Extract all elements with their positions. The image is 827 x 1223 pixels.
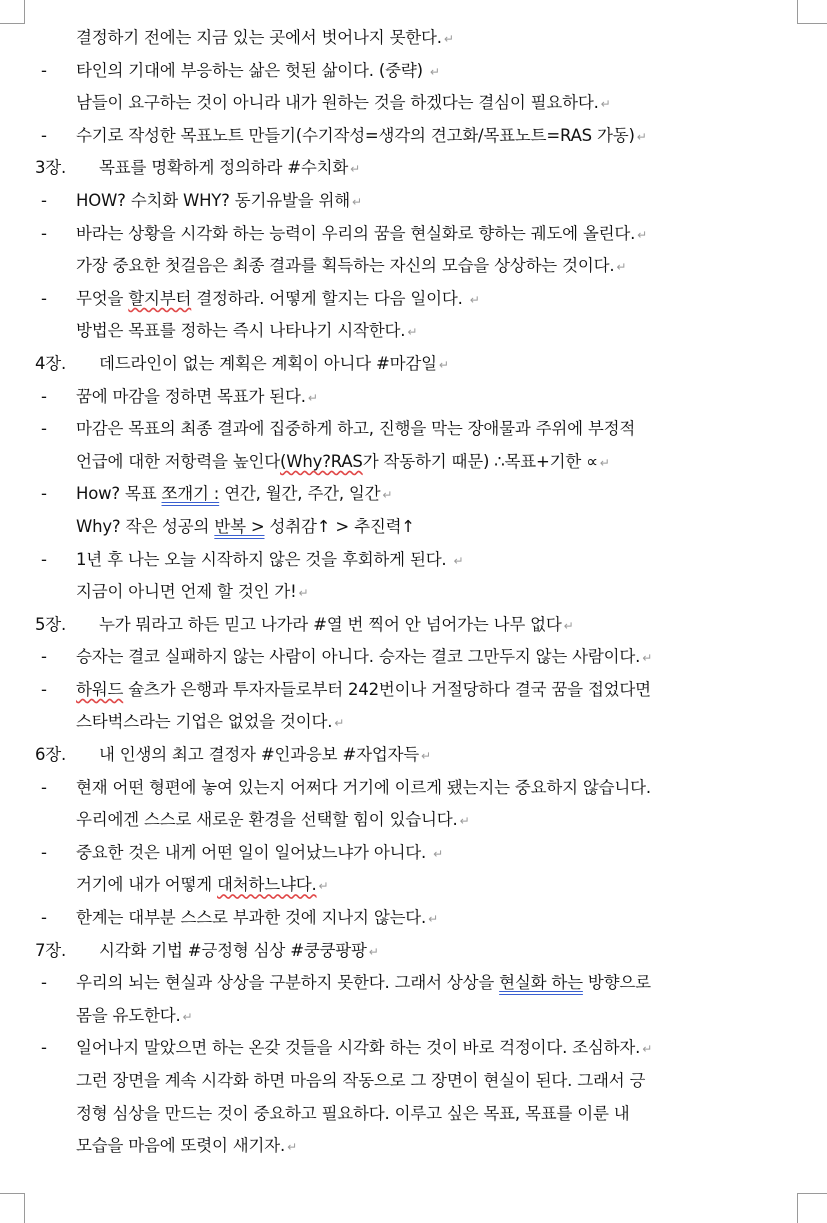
line-text <box>76 446 610 480</box>
text-run: 내 인생의 최고 결정자 #인과응보 #자업자득 <box>99 745 420 765</box>
crop-mark-bottom-right-h <box>797 1193 827 1194</box>
line-text <box>76 1098 630 1131</box>
paragraph-mark-icon: ↵ <box>421 749 431 764</box>
bullet-line <box>0 120 827 153</box>
line-text <box>76 250 626 284</box>
text-run: 남들이 요구하는 것이 아니라 내가 원하는 것을 하겠다는 결심이 필요하다. <box>76 93 599 113</box>
crop-mark-bottom-right-v <box>797 1193 798 1223</box>
continuation-line <box>0 22 827 55</box>
line-text <box>76 837 443 871</box>
paragraph-mark-icon: ↵ <box>318 879 329 894</box>
line-text <box>76 1000 192 1034</box>
text-run: 정형 심상을 만드는 것이 중요하고 필요하다. 이루고 싶은 목표, 목표를 이룬 내 <box>76 1103 630 1123</box>
continuation-line <box>0 869 827 902</box>
chapter-title <box>99 609 573 643</box>
continuation-line <box>0 250 827 283</box>
continuation-line <box>0 576 827 609</box>
paragraph-mark-icon: ↵ <box>469 292 480 307</box>
continuation-line <box>0 315 827 348</box>
bullet-line <box>0 772 827 805</box>
bullet-line <box>0 218 827 251</box>
text-run: 스타벅스라는 기업은 없었을 것이다. <box>76 712 333 732</box>
chapter-title <box>99 935 379 969</box>
text-run: 가장 중요한 첫걸음은 최종 결과를 획득하는 자신의 모습을 상상하는 것이다. <box>76 256 615 276</box>
paragraph-mark-icon: ↵ <box>642 651 653 666</box>
line-text <box>76 120 647 154</box>
line-text <box>76 674 651 707</box>
grammar-underlined-text: 쪼개기 : <box>161 484 220 504</box>
text-run: 목표를 명확하게 정의하라 #수치화 <box>99 158 349 178</box>
chapter-number: 6장. <box>35 745 67 765</box>
chapter-heading <box>0 935 827 968</box>
bullet-dash: - <box>41 419 47 439</box>
chapter-heading <box>0 348 827 381</box>
spellcheck-underlined-text: 하워드 <box>76 679 124 699</box>
text-run: 한계는 대부분 스스로 부과한 것에 지나지 않는다. <box>76 908 427 928</box>
bullet-dash: - <box>41 679 47 699</box>
paragraph-mark-icon: ↵ <box>637 227 648 242</box>
line-text <box>76 1130 297 1164</box>
paragraph-mark-icon: ↵ <box>407 325 418 340</box>
paragraph-mark-icon: ↵ <box>438 357 449 372</box>
chapter-title <box>99 152 360 186</box>
continuation-line <box>0 87 827 120</box>
bullet-line <box>0 674 827 707</box>
line-text <box>76 576 308 610</box>
continuation-line <box>0 1098 827 1131</box>
spellcheck-underlined-text: (Why?RAS <box>280 451 363 471</box>
line-text <box>76 902 438 936</box>
continuation-line <box>0 1130 827 1163</box>
text-run: 슐츠가 은행과 투자자들로부터 242번이나 거절당하다 결국 꿈을 접었다면 <box>123 679 651 699</box>
bullet-line <box>0 478 827 511</box>
line-text <box>76 641 652 675</box>
paragraph-mark-icon: ↵ <box>459 814 470 829</box>
bullet-dash: - <box>41 60 47 80</box>
text-run: 승자는 결코 실패하지 않는 사람이 아니다. 승자는 결코 그만두지 않는 사람이다. <box>76 647 641 667</box>
line-text <box>76 413 635 446</box>
text-run: HOW? 수치화 WHY? 동기유발을 위해 <box>76 190 350 210</box>
line-text <box>76 511 415 544</box>
continuation-line <box>0 511 827 544</box>
bullet-dash: - <box>41 777 47 797</box>
paragraph-mark-icon: ↵ <box>368 944 379 959</box>
text-run: 누가 뭐라고 하든 믿고 나가라 #열 번 찍어 안 넘어가는 나무 없다 <box>99 614 562 634</box>
bullet-line <box>0 544 827 577</box>
paragraph-mark-icon: ↵ <box>352 194 362 209</box>
bullet-dash: - <box>41 190 47 210</box>
paragraph-mark-icon: ↵ <box>298 586 309 601</box>
grammar-underlined-text: 현실화 하는 <box>499 973 583 993</box>
text-run: 성취감↑ > 추진력↑ <box>264 516 415 536</box>
paragraph-mark-icon: ↵ <box>334 716 345 731</box>
line-text <box>76 804 469 838</box>
bullet-line <box>0 413 827 446</box>
bullet-dash: - <box>41 125 47 145</box>
text-run: 연간, 월간, 주간, 일간 <box>219 484 381 504</box>
spellcheck-underlined-text: 대처하느냐다. <box>217 875 317 895</box>
line-text <box>76 185 362 219</box>
chapter-number: 4장. <box>35 353 67 373</box>
chapter-title <box>99 739 431 773</box>
bullet-dash: - <box>41 647 47 667</box>
bullet-line <box>0 967 827 1000</box>
text-run: 방향으로 <box>582 973 651 993</box>
paragraph-mark-icon: ↵ <box>599 455 610 470</box>
paragraph-mark-icon: ↵ <box>433 846 443 861</box>
bullet-dash: - <box>41 223 47 243</box>
text-run: How? 목표 <box>76 484 162 504</box>
bullet-dash: - <box>41 908 47 928</box>
line-text <box>76 1032 652 1066</box>
line-text <box>76 772 651 805</box>
text-run: 1년 후 나는 오늘 시작하지 않은 것을 후회하게 된다. <box>76 549 452 569</box>
bullet-dash: - <box>41 549 47 569</box>
line-text <box>76 869 328 903</box>
bullet-line <box>0 283 827 316</box>
text-run: 수기로 작성한 목표노트 만들기(수기작성=생각의 견고화/목표노트=RAS 가동) <box>76 125 635 145</box>
bullet-line <box>0 55 827 88</box>
paragraph-mark-icon: ↵ <box>642 1042 653 1057</box>
paragraph-mark-icon: ↵ <box>428 912 438 927</box>
line-text <box>76 544 463 578</box>
text-run: 꿈에 마감을 정하면 목표가 된다. <box>76 386 306 406</box>
text-run: 중요한 것은 내게 어떤 일이 일어났느냐가 아니다. <box>76 842 432 862</box>
bullet-dash: - <box>41 842 47 862</box>
bullet-line <box>0 185 827 218</box>
line-text <box>76 22 454 56</box>
paragraph-mark-icon: ↵ <box>453 553 464 568</box>
bullet-dash: - <box>41 1038 47 1058</box>
paragraph-mark-icon: ↵ <box>182 1009 193 1024</box>
text-run: 결정하라. 어떻게 할지는 다음 일이다. <box>191 288 468 308</box>
text-run: 모습을 마음에 또렷이 새기자. <box>76 1136 286 1156</box>
text-run: 가 작동하기 때문) ∴목표+기한 ∝ <box>362 451 598 471</box>
text-run: 현재 어떤 형편에 놓여 있는지 어쩌다 거기에 이르게 됐는지는 중요하지 않습니다. <box>76 777 651 797</box>
paragraph-mark-icon: ↵ <box>563 618 574 633</box>
text-run: 우리에겐 스스로 새로운 환경을 선택할 힘이 있습니다. <box>76 810 458 830</box>
bullet-dash: - <box>41 973 47 993</box>
text-run: 타인의 기대에 부응하는 삶은 헛된 삶이다. (중략) <box>76 60 428 80</box>
line-text <box>76 381 318 415</box>
paragraph-mark-icon: ↵ <box>636 129 647 144</box>
bullet-line <box>0 381 827 414</box>
paragraph-mark-icon: ↵ <box>600 97 611 112</box>
line-text <box>76 967 651 1000</box>
text-run: 거기에 내가 어떻게 <box>76 875 218 895</box>
chapter-number: 3장. <box>35 158 67 178</box>
text-run: 일어나지 말았으면 하는 온갖 것들을 시각화 하는 것이 바로 걱정이다. 조심하자. <box>76 1038 641 1058</box>
continuation-line <box>0 706 827 739</box>
crop-mark-top-right-v <box>797 0 798 24</box>
text-run: 데드라인이 없는 계획은 계획이 아니다 #마감일 <box>99 353 437 373</box>
text-run: 그런 장면을 계속 시각화 하면 마음의 작동으로 그 장면이 현실이 된다. 그래서 긍 <box>76 1071 646 1090</box>
text-run: 바라는 상황을 시각화 하는 능력이 우리의 꿈을 현실화로 향하는 궤도에 올린다. <box>76 223 636 243</box>
line-text <box>76 478 392 512</box>
line-text <box>76 315 417 349</box>
grammar-underlined-text: 반복 > <box>214 516 265 536</box>
continuation-line <box>0 446 827 479</box>
chapter-number: 7장. <box>35 940 67 960</box>
bullet-dash: - <box>41 386 47 406</box>
chapter-heading <box>0 739 827 772</box>
paragraph-mark-icon: ↵ <box>350 162 360 177</box>
continuation-line <box>0 1000 827 1033</box>
text-run: 시각화 기법 #긍정형 심상 #쿵쿵팡팡 <box>99 940 367 960</box>
crop-mark-bottom-left-v <box>24 1193 25 1223</box>
chapter-number: 5장. <box>35 614 67 634</box>
line-text <box>76 87 610 121</box>
document-page <box>0 22 827 1163</box>
bullet-line <box>0 1032 827 1065</box>
continuation-line <box>0 804 827 837</box>
chapter-title <box>99 348 449 382</box>
bullet-line <box>0 902 827 935</box>
line-text <box>76 1065 645 1098</box>
text-run: 방법은 목표를 정하는 즉시 나타나기 시작한다. <box>76 321 406 341</box>
line-text <box>76 706 344 740</box>
text-run: Why? 작은 성공의 <box>76 516 215 536</box>
text-run: 우리의 뇌는 현실과 상상을 구분하지 못한다. 그래서 상상을 <box>76 973 500 993</box>
chapter-heading <box>0 152 827 185</box>
text-run: 지금이 아니면 언제 할 것인 가! <box>76 582 297 602</box>
continuation-line <box>0 1065 827 1098</box>
text-run: 무엇을 <box>76 288 129 308</box>
line-text <box>76 283 480 317</box>
paragraph-mark-icon: ↵ <box>616 260 627 275</box>
line-text <box>76 55 440 89</box>
text-run: 결정하기 전에는 지금 있는 곳에서 벗어나지 못한다. <box>76 28 442 47</box>
bullet-dash: - <box>41 484 47 504</box>
paragraph-mark-icon: ↵ <box>287 1140 297 1155</box>
text-run: 몸을 유도한다. <box>76 1005 181 1025</box>
paragraph-mark-icon: ↵ <box>382 488 393 503</box>
crop-mark-bottom-left-h <box>0 1193 24 1194</box>
text-run: 언급에 대한 저항력을 높인다 <box>76 451 281 471</box>
paragraph-mark-icon: ↵ <box>307 390 318 405</box>
bullet-dash: - <box>41 288 47 308</box>
text-run: 마감은 목표의 최종 결과에 집중하게 하고, 진행을 막는 장애물과 주위에 부정적 <box>76 419 636 439</box>
crop-mark-top-left-v <box>24 0 25 24</box>
spellcheck-underlined-text: 할지부터 <box>128 288 192 308</box>
chapter-heading <box>0 609 827 642</box>
bullet-line <box>0 837 827 870</box>
paragraph-mark-icon: ↵ <box>443 32 454 46</box>
paragraph-mark-icon: ↵ <box>429 64 440 79</box>
line-text <box>76 218 647 252</box>
bullet-line <box>0 641 827 674</box>
